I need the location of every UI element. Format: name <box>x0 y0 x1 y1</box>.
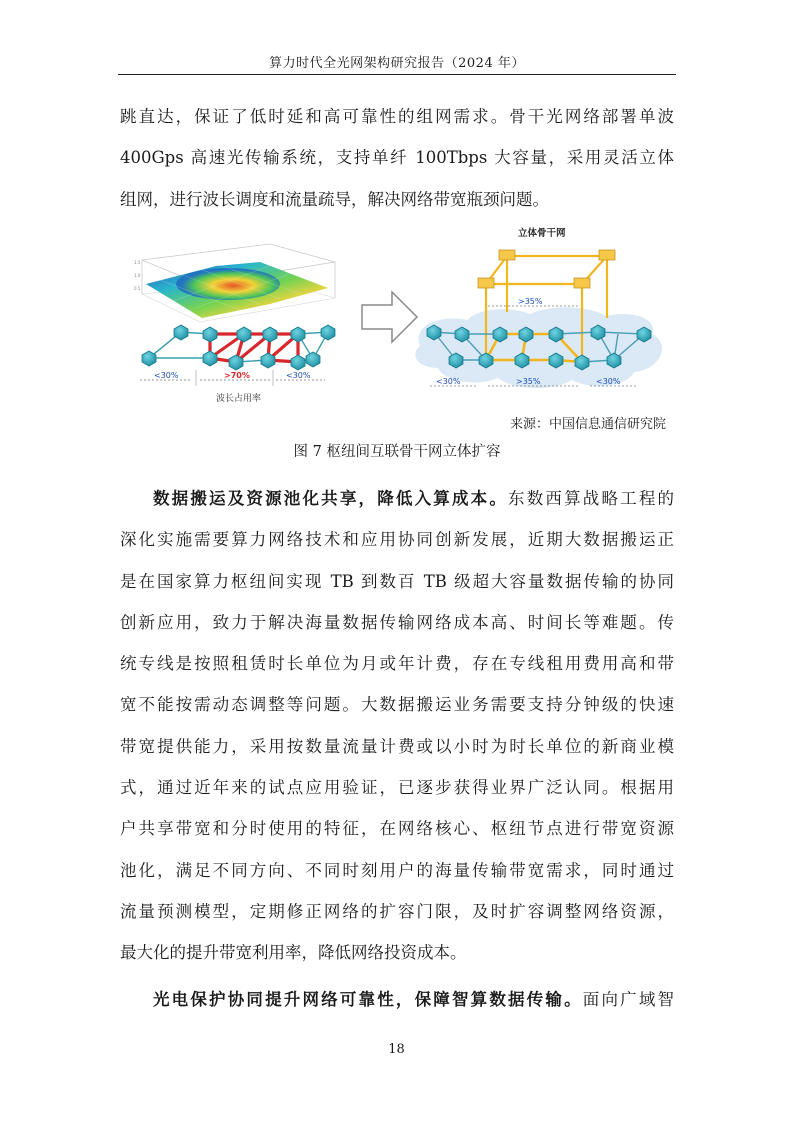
para2-line: 流量预测模型，定期修正网络的扩容门限，及时扩容调整网络资源， <box>120 901 674 921</box>
para2-line: 池化，满足不同方向、不同时刻用户的海量传输带宽需求，同时通过 <box>120 860 674 880</box>
intro-line-2: 400Gps 高速光传输系统，支持单纤 100Tbps 大容量，采用灵活立体 <box>120 148 674 168</box>
running-header: 算力时代全光网架构研究报告（2024 年） <box>269 56 525 71</box>
svg-text:0.5: 0.5 <box>134 286 141 291</box>
surface-plot <box>134 244 335 322</box>
para2-line: 宽不能按需动态调整等问题。大数据搬运业务需要支持分钟级的快速 <box>120 695 674 715</box>
right-pct-mid: >35% <box>516 377 541 386</box>
left-pct-low-left: <30% <box>154 371 179 380</box>
para2-line: 深化实施需要算力网络技术和应用协同创新发展，近期大数据搬运正 <box>120 530 674 550</box>
left-label: 波长占用率 <box>216 394 262 404</box>
header-rule <box>118 74 676 75</box>
para2-line: 创新应用，致力于解决海量数据传输网络成本高、时间长等难题。传 <box>120 612 674 632</box>
para2-line-1 <box>120 478 674 519</box>
para2-line: 户共享带宽和分时使用的特征，在网络核心、枢纽节点进行带宽资源 <box>120 819 674 839</box>
page-number: 18 <box>388 1042 405 1057</box>
intro-line-3: 组网，进行波长调度和流量疏导，解决网络带宽瓶颈问题。 <box>120 189 549 209</box>
para2-line: 式，通过近年来的试点应用验证，已逐步获得业界广泛认同。根据用 <box>120 778 674 798</box>
right-pct-low-right: <30% <box>596 377 621 386</box>
right-backbone-network <box>415 227 662 388</box>
para3-line-1 <box>120 979 674 1020</box>
right-top-pct: >35% <box>518 297 543 306</box>
svg-text:1.5: 1.5 <box>134 260 141 265</box>
right-title: 立体骨干网 <box>518 228 566 239</box>
para3-first-rest: 面向广域智 <box>582 990 675 1009</box>
figure-caption: 图 7 枢纽间互联骨干网立体扩容 <box>293 444 501 460</box>
figure-source: 来源：中国信息通信研究院 <box>509 417 666 432</box>
para3-bold-lead: 光电保护协同提升网络可靠性，保障智算数据传输。 <box>153 990 583 1009</box>
left-pct-low-right: <30% <box>286 371 311 380</box>
intro-line-1: 跳直达，保证了低时延和高可靠性的组网需求。骨干光网络部署单波 <box>120 107 674 126</box>
paragraph-protection <box>120 979 674 1020</box>
para2-line: 是在国家算力枢纽间实现 TB 到数百 TB 级超大容量数据传输的协同 <box>120 571 674 591</box>
para2-line: 统专线是按照租赁时长单位为月或年计费，存在专线租用费用高和带 <box>120 654 674 674</box>
intro-paragraph <box>120 96 674 220</box>
left-mesh-network <box>140 325 335 404</box>
left-pct-high: >70% <box>224 371 250 380</box>
svg-text:1.0: 1.0 <box>134 273 141 278</box>
figure-7-diagram <box>120 222 676 412</box>
para2-line: 最大化的提升带宽利用率，降低网络投资成本。 <box>120 943 467 963</box>
para2-first-rest: 东数西算战略工程的 <box>508 489 675 508</box>
para2-bold-lead: 数据搬运及资源池化共享，降低入算成本。 <box>153 489 509 508</box>
para2-line: 带宽提供能力，采用按数量流量计费或以小时为时长单位的新商业模 <box>120 736 674 756</box>
transition-arrow-icon <box>362 292 417 342</box>
figure-7 <box>120 222 676 412</box>
paragraph-data-transport <box>120 478 674 974</box>
network-cloud <box>415 307 662 388</box>
right-pct-low-left: <30% <box>436 377 461 386</box>
